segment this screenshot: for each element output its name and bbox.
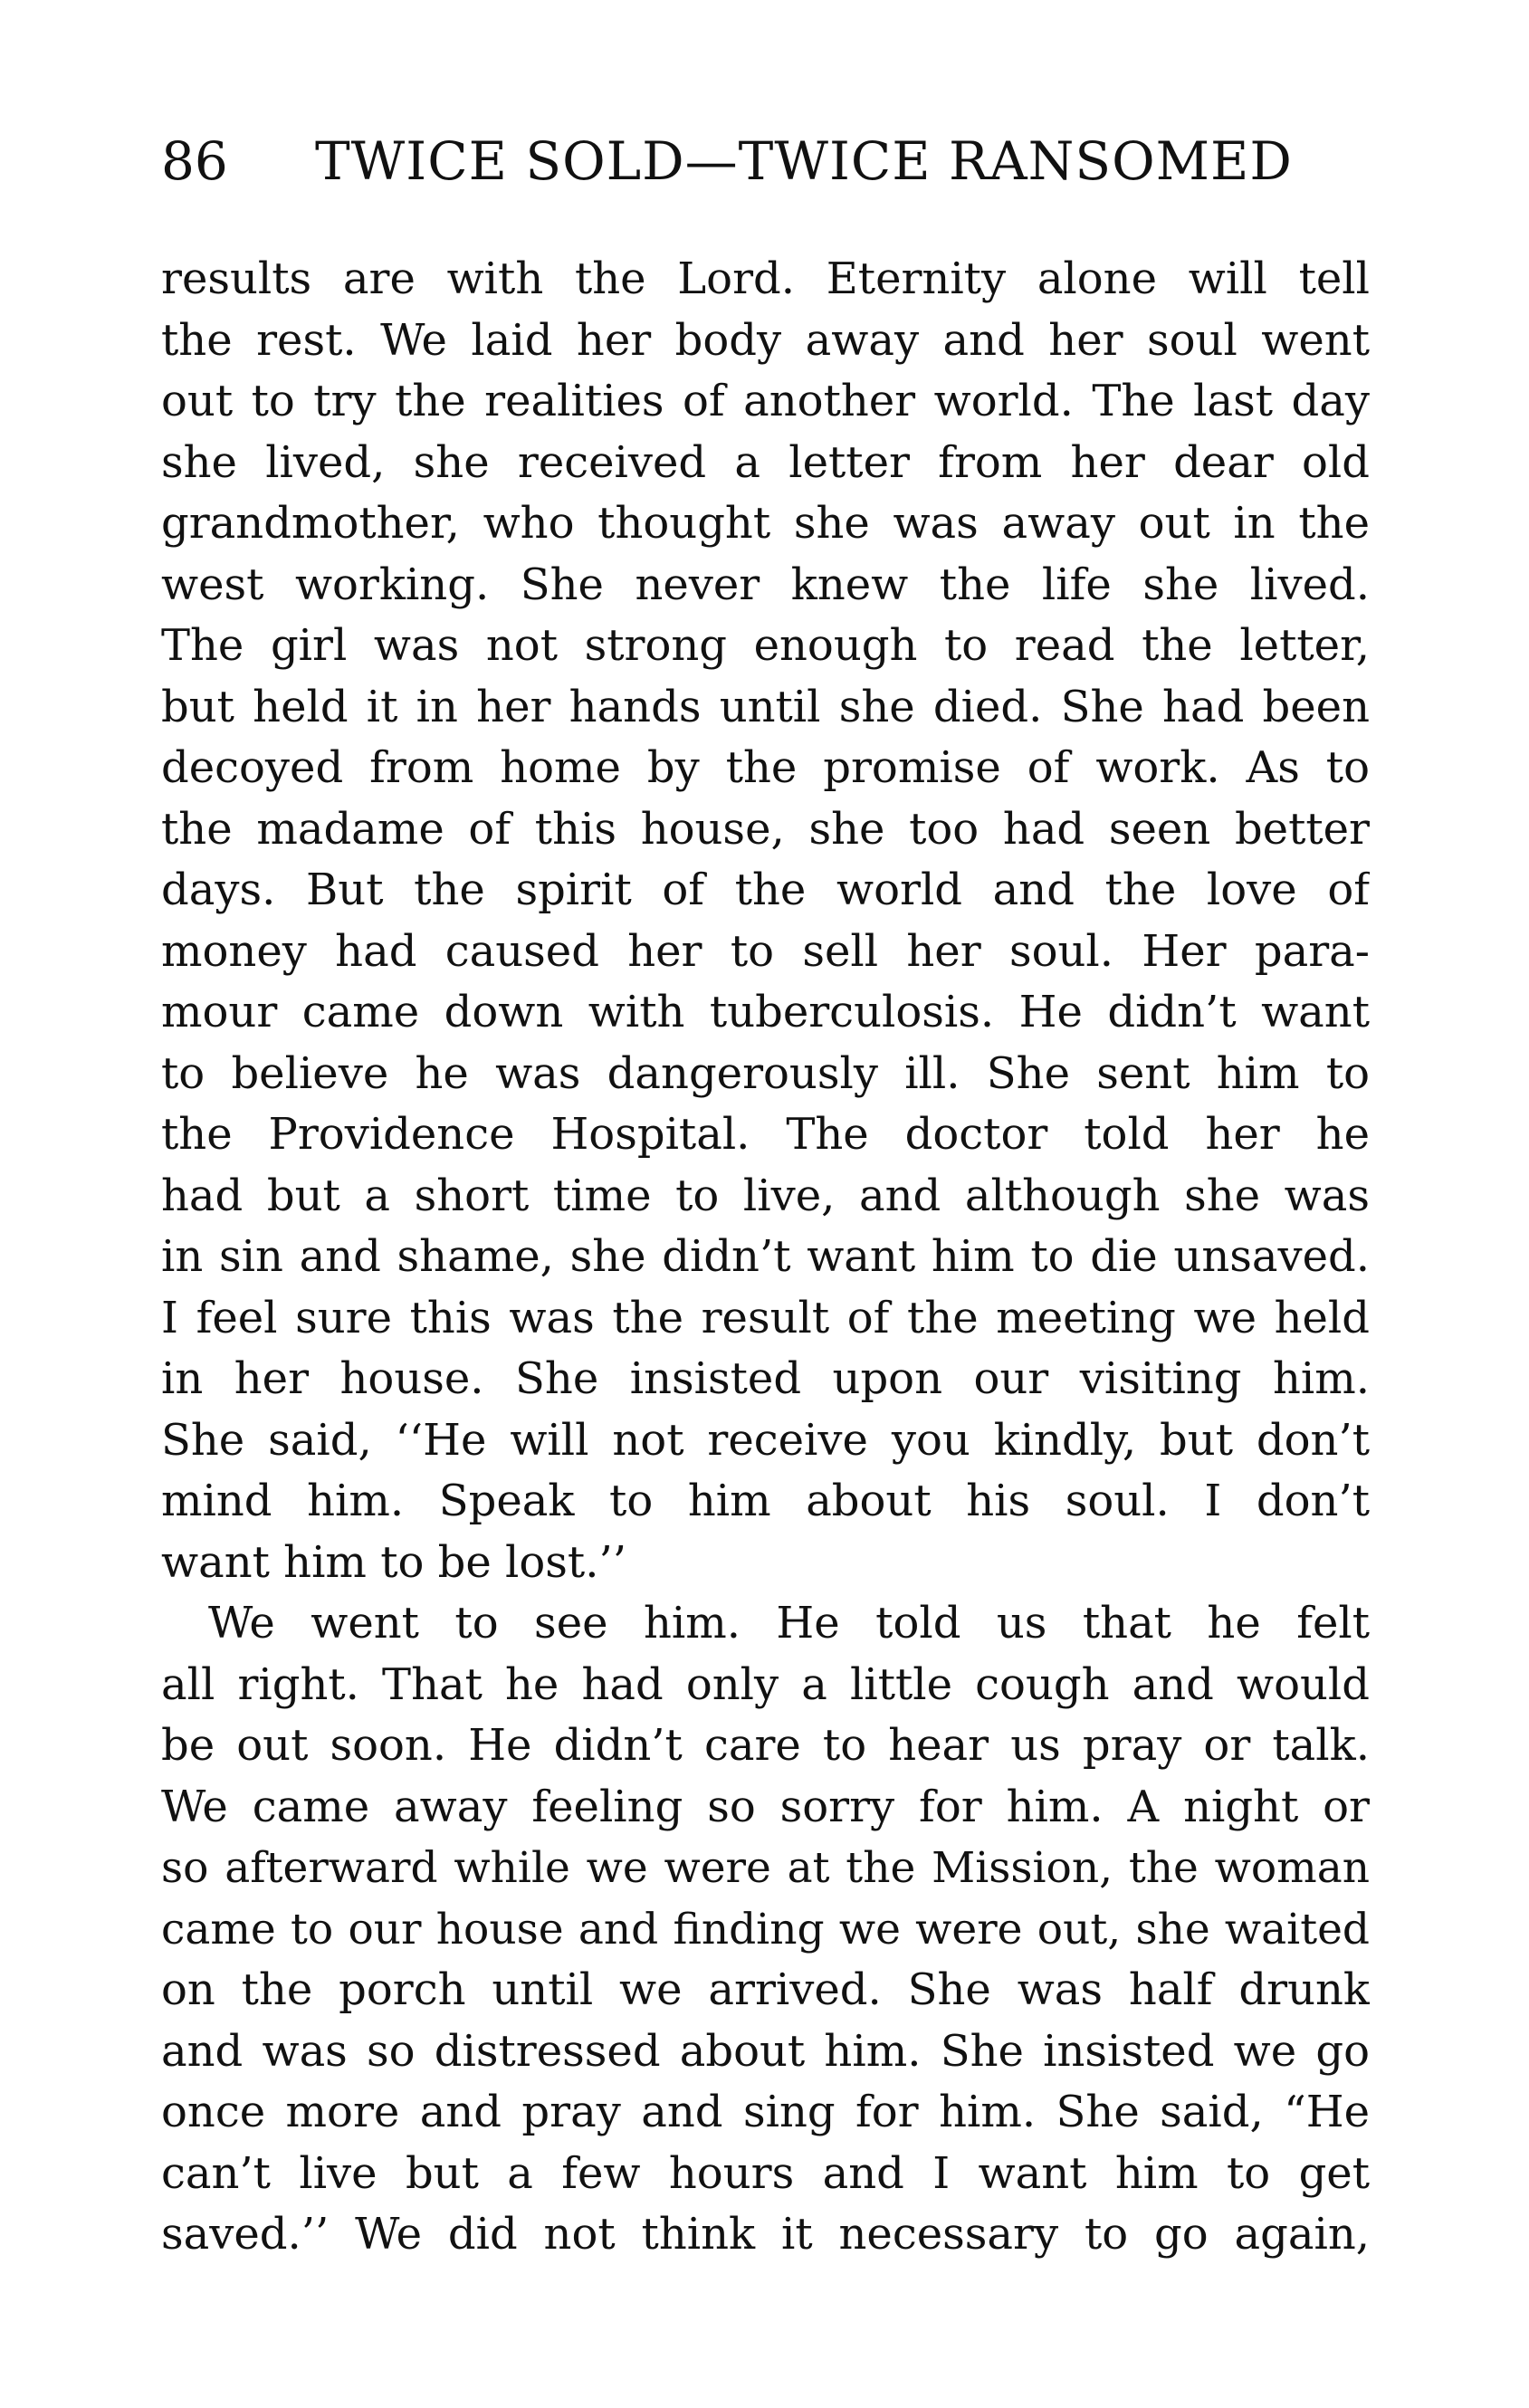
text-line: We went to see him. He told us that he felt [208, 1598, 1370, 1648]
text-line: days. But the spirit of the world and the love of [161, 865, 1370, 915]
text-line: be out soon. He didn’t care to hear us pray or talk. [161, 1720, 1370, 1771]
text-line: results are with the Lord. Eternity alone will tell [161, 253, 1370, 304]
page-number: 86 [161, 130, 228, 192]
text-line: the rest. We laid her body away and her soul went [161, 314, 1370, 366]
text-line: the madame of this house, she too had seen better [161, 803, 1370, 855]
text-line: she lived, she received a letter from her dear old [161, 436, 1370, 488]
text-line: on the porch until we arrived. She was half drunk [161, 1964, 1370, 2015]
text-line: and was so distressed about him. She insisted we go [161, 2025, 1370, 2077]
text-line: but held it in her hands until she died. She had been [161, 681, 1370, 732]
text-line: in sin and shame, she didn’t want him to die unsaved. [161, 1231, 1370, 1282]
text-line: the Providence Hospital. The doctor told her he [161, 1109, 1370, 1160]
text-line: can’t live but a few hours and I want him to get [161, 2147, 1370, 2199]
text-line: I feel sure this was the result of the meeting we held [161, 1292, 1370, 1343]
running-head [161, 125, 1293, 197]
body-text [161, 249, 1370, 2266]
text-line: mour came down with tuberculosis. He didn’t want [161, 987, 1370, 1037]
text-line: out to try the realities of another world. The last day [161, 376, 1370, 426]
text-line: had but a short time to live, and although she was [161, 1170, 1370, 1221]
text-line: to believe he was dangerously ill. She sent him to [161, 1047, 1370, 1099]
text-line: want him to be lost.’’ [161, 1536, 626, 1588]
text-line: came to our house and finding we were out, she waited [161, 1904, 1370, 1954]
text-line: in her house. She insisted upon our visiting him. [161, 1353, 1370, 1404]
text-line: She said, ‘‘He will not receive you kindly, but don’t [161, 1414, 1370, 1466]
text-line: all right. That he had only a little cough and would [161, 1658, 1370, 1710]
text-line: saved.’’ We did not think it necessary to go again, [161, 2209, 1370, 2260]
text-line: The girl was not strong enough to read the letter, [161, 620, 1370, 671]
text-line: decoyed from home by the promise of work. As to [161, 742, 1370, 793]
text-line: We came away feeling so sorry for him. A night or [161, 1781, 1370, 1832]
text-line: west working. She never knew the life she lived. [161, 559, 1370, 610]
text-line: so afterward while we were at the Mission, the woman [161, 1843, 1370, 1893]
text-line: money had caused her to sell her soul. Her para- [161, 925, 1370, 977]
text-line: once more and pray and sing for him. She said, “He [161, 2087, 1370, 2137]
text-line: grandmother, who thought she was away out in the [161, 498, 1370, 549]
running-title: TWICE SOLD—TWICE RANSOMED [315, 130, 1293, 192]
text-line: mind him. Speak to him about his soul. I don’t [161, 1476, 1370, 1526]
